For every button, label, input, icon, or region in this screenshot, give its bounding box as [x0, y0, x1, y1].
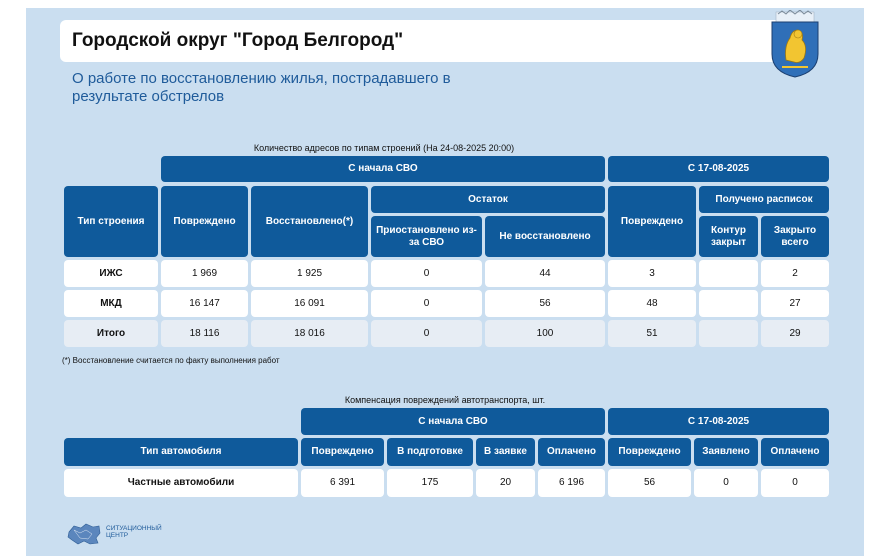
table1-row-type: МКД: [64, 290, 158, 317]
table2-cell-in-prep: 175: [387, 469, 473, 497]
region-map-icon: [66, 522, 102, 546]
table1-cell-closed: 29: [761, 320, 829, 347]
coat-of-arms-icon: [768, 10, 822, 78]
table1-footnote: (*) Восстановление считается по факту выполнения работ: [62, 356, 280, 365]
logo-line2: ЦЕНТР: [106, 532, 129, 539]
table2-caption: Компенсация повреждений автотранспорта, шт.: [344, 395, 546, 405]
table1-group-since-svo: С начала СВО: [161, 156, 605, 182]
table1-col-restored: Восстановлено(*): [251, 186, 368, 257]
table2-cell-in-request: 20: [476, 469, 535, 497]
table2-col-damaged2: Повреждено: [608, 438, 691, 466]
logo-line1: СИТУАЦИОННЫЙ: [106, 525, 162, 532]
table2-col-damaged: Повреждено: [301, 438, 384, 466]
table1-cell-suspended: 0: [371, 290, 482, 317]
table1-cell-suspended: 0: [371, 320, 482, 347]
table2-col-paid: Оплачено: [538, 438, 605, 466]
table1-cell-damaged: 18 116: [161, 320, 248, 347]
title-bar: [60, 20, 808, 62]
table1-row-type: ИЖС: [64, 260, 158, 287]
table2-row-type: Частные автомобили: [64, 469, 298, 497]
table2-cell-damaged: 6 391: [301, 469, 384, 497]
table1-cell-restored: 18 016: [251, 320, 368, 347]
table1-cell-damaged: 16 147: [161, 290, 248, 317]
table1-group-since-date: С 17-08-2025: [608, 156, 829, 182]
table1-col-circuit-closed: Контур закрыт: [699, 216, 758, 257]
table1-col-damaged: Повреждено: [161, 186, 248, 257]
table2-col-paid2: Оплачено: [761, 438, 829, 466]
table1-col-damaged2: Повреждено: [608, 186, 696, 257]
table1-col-not-restored: Не восстановлено: [485, 216, 605, 257]
table2-group-since-svo: С начала СВО: [301, 408, 605, 435]
table1-cell-not-restored: 56: [485, 290, 605, 317]
table1-row-total: Итого: [64, 320, 158, 347]
table1-cell-restored: 16 091: [251, 290, 368, 317]
table1-cell-circuit: [699, 290, 758, 317]
table1-col-suspended: Приостановлено из-за СВО: [371, 216, 482, 257]
table2-cell-declared: 0: [694, 469, 758, 497]
table2-cell-paid: 6 196: [538, 469, 605, 497]
table1-cell-not-restored: 44: [485, 260, 605, 287]
table2-col-type: Тип автомобиля: [64, 438, 298, 466]
table2-group-since-date: С 17-08-2025: [608, 408, 829, 435]
table2-col-declared: Заявлено: [694, 438, 758, 466]
situation-center-logo: [66, 522, 206, 548]
table1-cell-suspended: 0: [371, 260, 482, 287]
table2-col-in-request: В заявке: [476, 438, 535, 466]
table1-col-type: Тип строения: [64, 186, 158, 257]
table1-cell-circuit: [699, 320, 758, 347]
table1-col-fully-closed: Закрыто всего: [761, 216, 829, 257]
table1-cell-not-restored: 100: [485, 320, 605, 347]
table1-cell-damaged2: 3: [608, 260, 696, 287]
table1-cell-damaged: 1 969: [161, 260, 248, 287]
table2-col-in-prep: В подготовке: [387, 438, 473, 466]
table1-cell-closed: 27: [761, 290, 829, 317]
table1-cell-damaged2: 48: [608, 290, 696, 317]
page-title: Городской округ "Город Белгород": [72, 30, 404, 51]
table1-cell-restored: 1 925: [251, 260, 368, 287]
table1-cell-circuit: [699, 260, 758, 287]
table2-cell-paid2: 0: [761, 469, 829, 497]
table1-cell-damaged2: 51: [608, 320, 696, 347]
table1-col-receipts: Получено расписок: [699, 186, 829, 213]
page-subtitle: О работе по восстановлению жилья, пострадавшего в результате обстрелов: [72, 70, 451, 105]
table1-cell-closed: 2: [761, 260, 829, 287]
table1-caption: Количество адресов по типам строений (На 24-08-2025 20:00): [253, 143, 515, 153]
table2-cell-damaged2: 56: [608, 469, 691, 497]
table1-col-remaining: Остаток: [371, 186, 605, 213]
